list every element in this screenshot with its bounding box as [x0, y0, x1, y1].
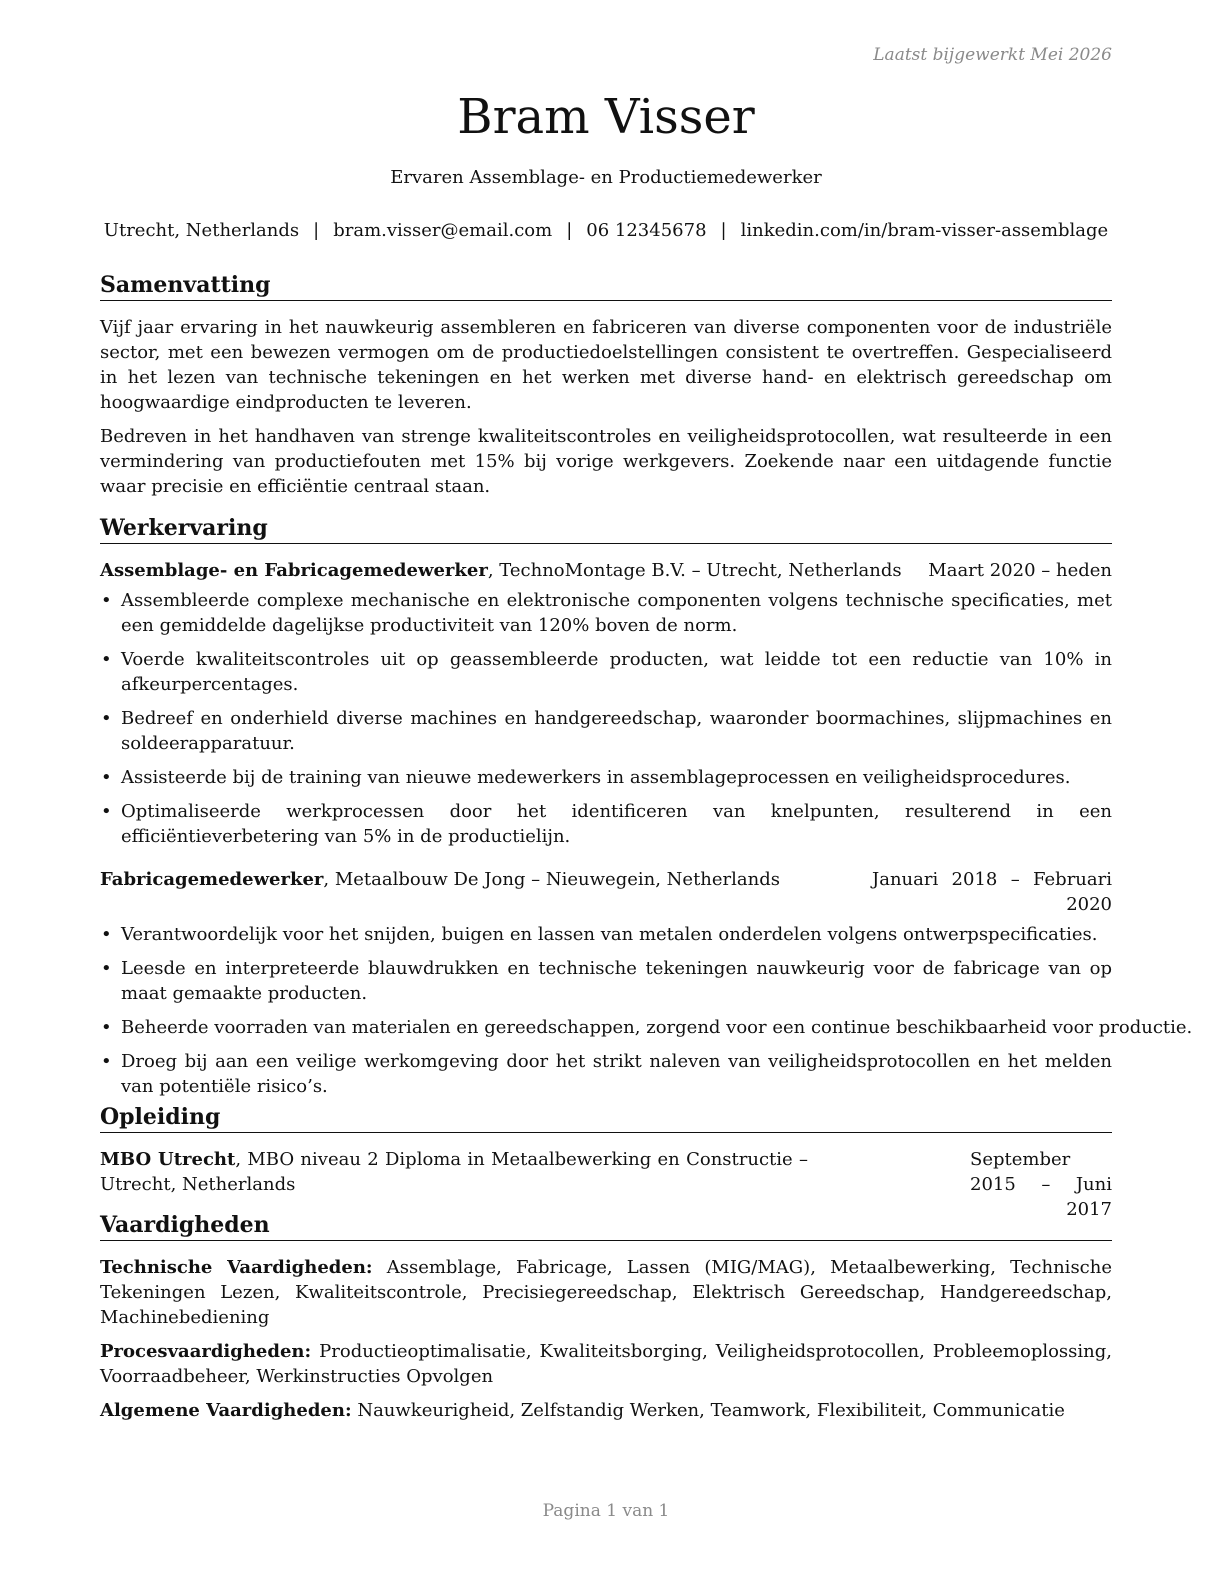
- candidate-title: Ervaren Assemblage- en Productiemedewerker: [390, 167, 822, 188]
- experience-heading: Werkervaring: [100, 514, 1112, 544]
- skill-group: [100, 1255, 1112, 1330]
- contact-location: Utrecht, Netherlands: [103, 220, 300, 241]
- contact-separator: |: [720, 220, 727, 241]
- job-dates: Januari 2018 – Februari 2020: [872, 869, 1112, 915]
- skills-section: [100, 1211, 1112, 1432]
- resume-page: [100, 0, 1193, 1584]
- contact-phone: 06 12345678: [586, 220, 707, 241]
- summary-paragraph: Bedreven in het handhaven van strenge kwaliteitscontroles en veiligheidsprotocollen, wat resulteerde in een vermindering van productiefouten met 15% bij vorige werkgevers. Zoekende naar een uitdagende functie waar precisie en efficiëntie centraal staan.: [100, 426, 1112, 497]
- job-header: [100, 867, 1112, 917]
- list-item: • Leesde en interpreteerde blauwdrukken en technische tekeningen nauwkeurig voor de fabricage van op maat gemaakte producten.: [100, 956, 1112, 1006]
- skill-group-label: Algemene Vaardigheden:: [100, 1400, 352, 1421]
- skill-group-items: Nauwkeurigheid, Zelfstandig Werken, Teamwork, Flexibiliteit, Communicatie: [351, 1400, 1065, 1421]
- skill-group-label: Technische Vaardigheden:: [100, 1257, 373, 1278]
- list-item: • Voerde kwaliteitscontroles uit op geassembleerde producten, wat leidde tot een reductie van 10% in afkeurpercentages.: [100, 647, 1112, 697]
- job-dates: Maart 2020 – heden: [928, 560, 1112, 581]
- skills-heading: Vaardigheden: [100, 1211, 1112, 1241]
- list-item: • Assembleerde complexe mechanische en elektronische componenten volgens technische specificaties, met een gemiddelde dagelijkse productiviteit van 120% boven de norm.: [100, 588, 1112, 638]
- education-degree: , MBO niveau 2 Diploma in Metaalbewerking en Constructie – Utrecht, Netherlands: [100, 1149, 808, 1195]
- list-item: • Assisteerde bij de training van nieuwe medewerkers in assemblageprocessen en veiligheidsprocedures.: [100, 765, 1112, 790]
- job-header: [100, 558, 1112, 583]
- contact-separator: |: [566, 220, 573, 241]
- summary-heading: Samenvatting: [100, 271, 1112, 301]
- list-item: • Bedreef en onderhield diverse machines en handgereedschap, waaronder boormachines, slijpmachines en soldeerapparatuur.: [100, 706, 1112, 756]
- candidate-name: Bram Visser: [457, 89, 755, 145]
- job-bullets: [100, 588, 1112, 849]
- education-dates: September 2015 – Juni 2017: [970, 1149, 1112, 1220]
- job-entry: [100, 867, 1193, 1099]
- list-item: • Optimaliseerde werkprocessen door het identificeren van knelpunten, resulterend in een efficiëntieverbetering van 5% in de productielijn.: [100, 799, 1112, 849]
- experience-section: [100, 514, 1193, 1108]
- list-item: • Verantwoordelijk voor het snijden, buigen en lassen van metalen onderdelen volgens ontwerpspecificaties.: [100, 922, 1112, 947]
- education-heading: Opleiding: [100, 1103, 1112, 1133]
- skill-group: [100, 1398, 1112, 1423]
- page-number: Pagina 1 van 1: [542, 1501, 670, 1521]
- skill-group-items: Assemblage, Fabricage, Lassen (MIG/MAG), Metaalbewerking, Technische Tekeningen Lezen, Kwaliteitscontrole, Precisiegereedschap, Elektrisch Gereedschap, Handgereedschap, Machinebediening: [100, 1257, 1113, 1328]
- job-bullets: [100, 922, 1193, 1099]
- skill-group-items: Productieoptimalisatie, Kwaliteitsborging, Veiligheidsprotocollen, Probleemoplossing, Voorraadbeheer, Werkinstructies Opvolgen: [100, 1341, 1112, 1387]
- job-role: Fabricagemedewerker: [100, 869, 324, 890]
- last-updated-note: Laatst bijgewerkt Mei 2026: [873, 45, 1112, 65]
- summary-section: [100, 271, 1112, 508]
- contact-line: [88, 219, 1124, 243]
- skill-group-label: Procesvaardigheden:: [100, 1341, 312, 1362]
- job-company: , Metaalbouw De Jong – Nieuwegein, Netherlands: [323, 869, 780, 890]
- education-school: MBO Utrecht: [100, 1149, 236, 1170]
- list-item: • Beheerde voorraden van materialen en gereedschappen, zorgend voor een continue beschikbaarheid voor productie.: [100, 1015, 1112, 1040]
- summary-paragraph: Vijf jaar ervaring in het nauwkeurig assembleren en fabriceren van diverse componenten voor de industriële sector, met een bewezen vermogen om de productiedoelstellingen consistent te overtreffen. Gespecialiseerd in het lezen van technische tekeningen en het werken met diverse hand- en elektrisch gereedschap om hoogwaardige eindproducten te leveren.: [100, 317, 1112, 413]
- job-entry: [100, 558, 1112, 849]
- education-section: [100, 1103, 1112, 1222]
- contact-email[interactable]: bram.visser@email.com: [333, 220, 553, 241]
- contact-linkedin[interactable]: linkedin.com/in/bram-visser-assemblage: [740, 220, 1109, 241]
- contact-separator: |: [313, 220, 320, 241]
- list-item: • Droeg bij aan een veilige werkomgeving door het strikt naleven van veiligheidsprotocollen en het melden van potentiële risico’s.: [100, 1049, 1112, 1099]
- job-role: Assemblage- en Fabricagemedewerker: [100, 560, 488, 581]
- skill-group: [100, 1339, 1112, 1389]
- job-company: , TechnoMontage B.V. – Utrecht, Netherlands: [487, 560, 902, 581]
